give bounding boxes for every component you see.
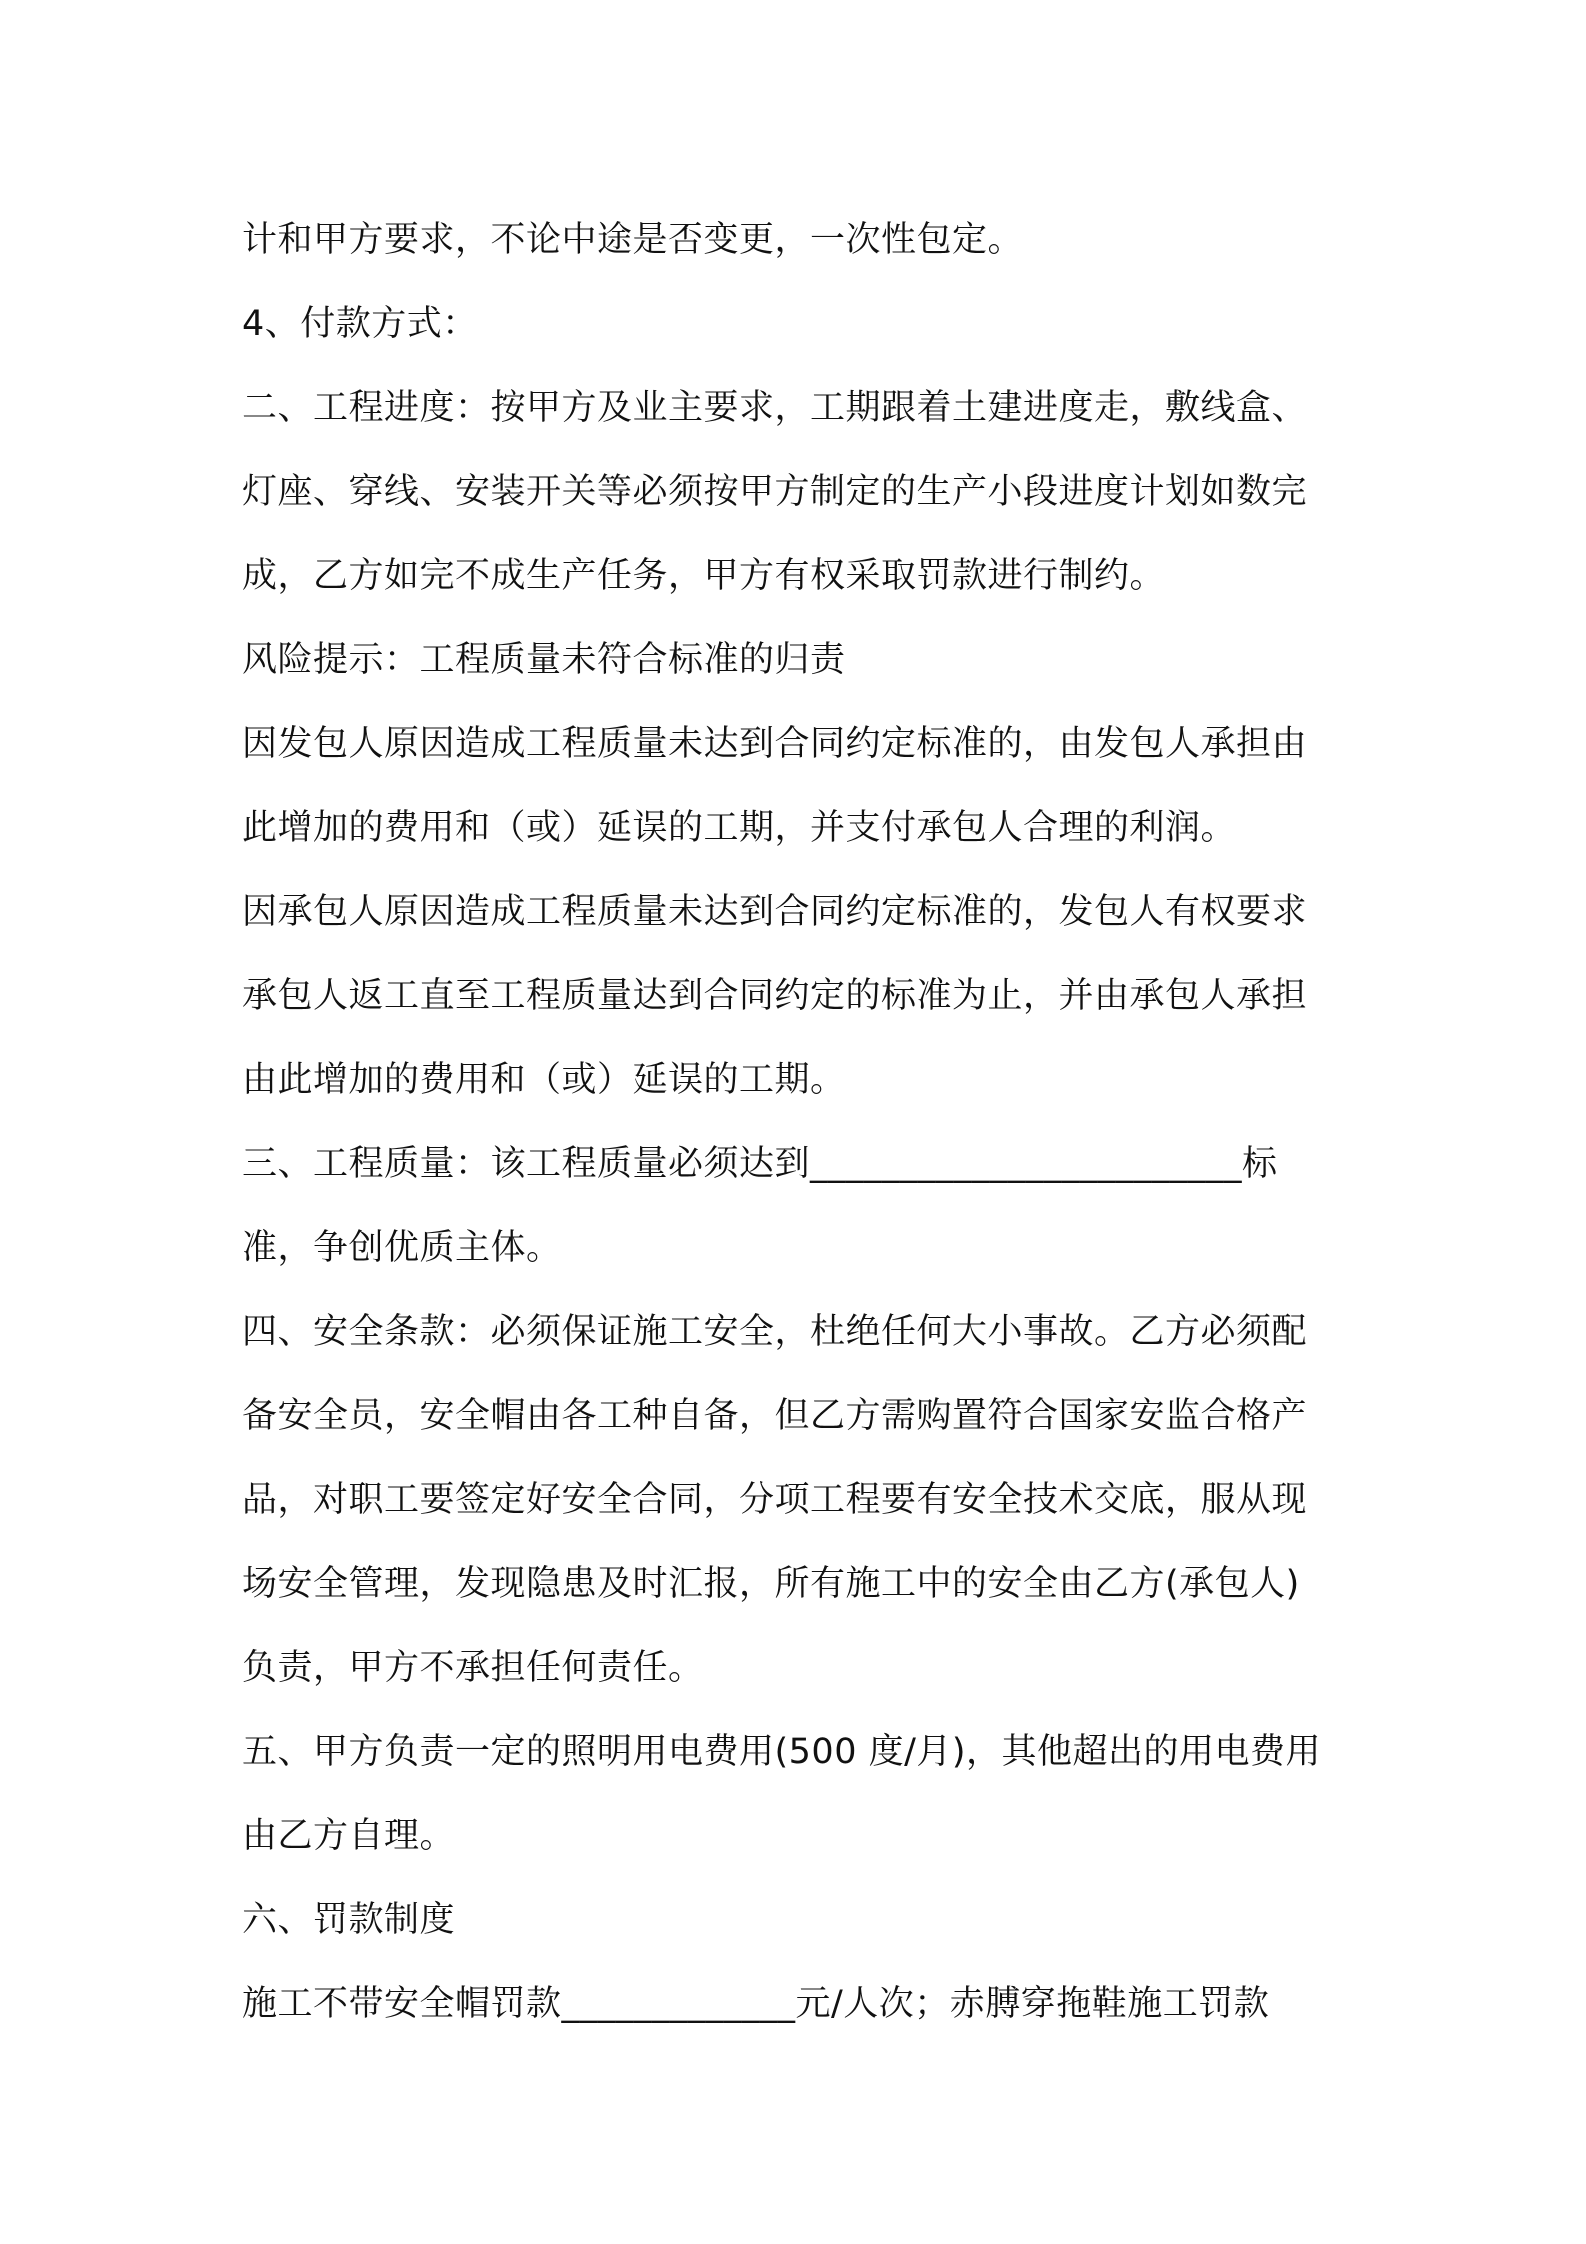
text-line: 二、工程进度：按甲方及业主要求，工期跟着土建进度走，敷线盒、 (242, 388, 1308, 428)
text-line: 场安全管理，发现隐患及时汇报，所有施工中的安全由乙方(承包人) (242, 1564, 1300, 1604)
text-line: 施工不带安全帽罚款_____________元/人次；赤膊穿拖鞋施工罚款 (242, 1984, 1270, 2024)
text-line: 计和甲方要求，不论中途是否变更，一次性包定。 (242, 220, 1024, 260)
text-line: 风险提示：工程质量未符合标准的归责 (242, 640, 846, 680)
text-line: 四、安全条款：必须保证施工安全，杜绝任何大小事故。乙方必须配 (242, 1312, 1308, 1352)
text-line: 承包人返工直至工程质量达到合同约定的标准为止，并由承包人承担 (242, 976, 1308, 1016)
text-line: 五、甲方负责一定的照明用电费用(500 度/月)，其他超出的用电费用 (242, 1732, 1322, 1772)
text-line: 因发包人原因造成工程质量未达到合同约定标准的，由发包人承担由 (242, 724, 1308, 764)
text-line: 准，争创优质主体。 (242, 1228, 562, 1268)
text-line: 4、付款方式： (242, 304, 478, 344)
document-page (242, 198, 1362, 2046)
text-line: 由此增加的费用和（或）延误的工期。 (242, 1060, 846, 1100)
text-line: 灯座、穿线、安装开关等必须按甲方制定的生产小段进度计划如数完 (242, 472, 1308, 512)
text-line: 由乙方自理。 (242, 1816, 456, 1856)
text-line: 负责，甲方不承担任何责任。 (242, 1648, 704, 1688)
text-line: 此增加的费用和（或）延误的工期，并支付承包人合理的利润。 (242, 808, 1237, 848)
text-line: 因承包人原因造成工程质量未达到合同约定标准的，发包人有权要求 (242, 892, 1308, 932)
text-line: 六、罚款制度 (242, 1900, 456, 1940)
text-line: 品，对职工要签定好安全合同，分项工程要有安全技术交底，服从现 (242, 1480, 1308, 1520)
text-line: 备安全员，安全帽由各工种自备，但乙方需购置符合国家安监合格产 (242, 1396, 1308, 1436)
text-line: 三、工程质量：该工程质量必须达到________________________标 (242, 1144, 1278, 1184)
text-line: 成，乙方如完不成生产任务，甲方有权采取罚款进行制约。 (242, 556, 1166, 596)
